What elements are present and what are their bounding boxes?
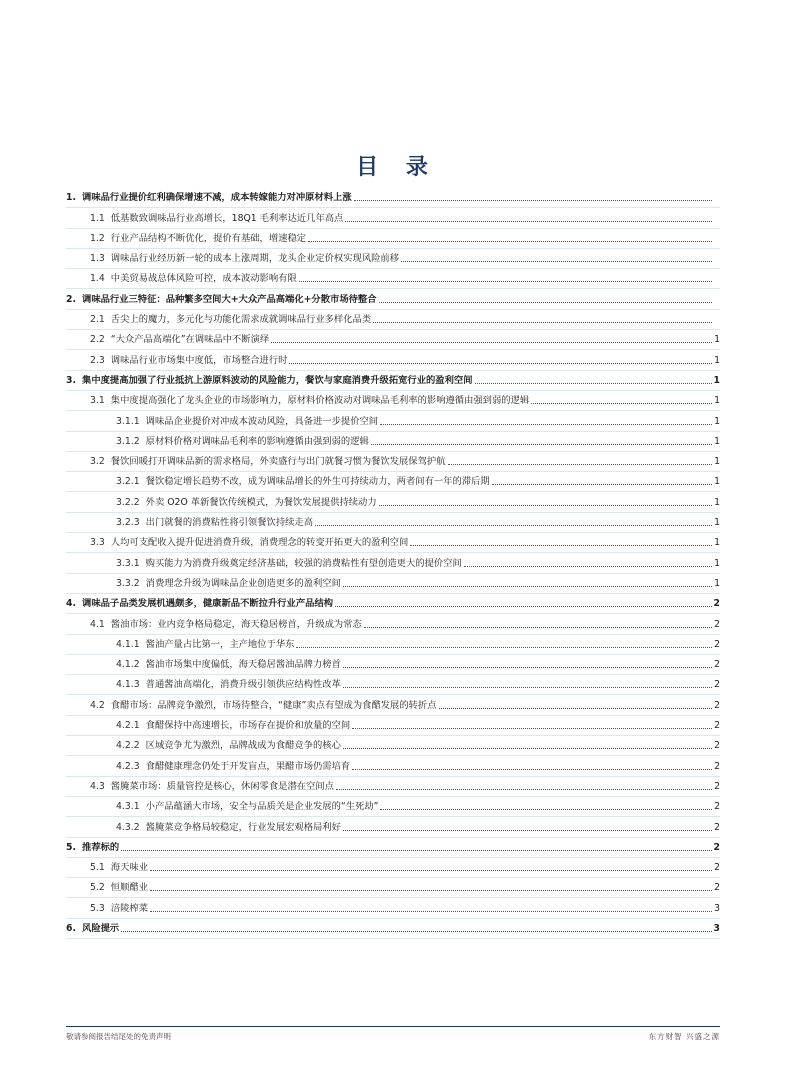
toc-entry[interactable] <box>66 350 720 370</box>
toc-entry[interactable] <box>66 736 720 756</box>
toc-entry-title: 海天味业 <box>110 862 148 874</box>
toc-entry-title: 调味品企业提价对冲成本波动风险，具备进一步提价空间 <box>145 415 379 427</box>
toc-entry-number: 5.1 <box>90 862 105 874</box>
toc-entry-page: 2 <box>714 862 720 874</box>
toc-entry-page: 1 <box>714 334 720 346</box>
toc-entry[interactable] <box>66 371 720 391</box>
toc-entry-page: 2 <box>714 882 720 894</box>
toc-entry-page: 1 <box>714 557 720 569</box>
toc-entry-number: 3.3.2 <box>116 577 140 589</box>
toc-entry-number: 4.2 <box>90 699 105 711</box>
toc-leader-dots <box>352 727 712 729</box>
toc-leader-dots <box>121 849 711 851</box>
toc-entry[interactable] <box>66 249 720 269</box>
toc-entry[interactable] <box>66 797 720 817</box>
toc-entry-page: 1 <box>714 537 720 549</box>
toc-entry-number: 4.2.2 <box>116 740 140 752</box>
footer-divider <box>66 1026 720 1027</box>
toc-entry[interactable] <box>66 675 720 695</box>
toc-entry-title: 调味品子品类发展机遇颇多，健康新品不断拉升行业产品结构 <box>82 598 334 610</box>
toc-entry-title: 低基数致调味品行业高增长，18Q1 毛利率达近几年高点 <box>110 212 344 224</box>
toc-leader-dots <box>379 504 712 506</box>
toc-entry-number: 4.2.3 <box>116 760 140 772</box>
toc-leader-dots <box>464 565 712 567</box>
toc-entry[interactable] <box>66 817 720 837</box>
toc-entry[interactable] <box>66 858 720 878</box>
toc-entry-title: 酱腌菜市场：质量管控是核心，休闲零食是潜在空间点 <box>110 780 334 792</box>
toc-entry-number: 1. <box>66 192 77 204</box>
toc-leader-dots <box>354 199 712 201</box>
toc-entry-title: 外卖 O2O 革新餐饮传统模式，为餐饮发展提供持续动力 <box>145 496 377 508</box>
toc-entry-number: 4.1 <box>90 618 105 630</box>
toc-entry-page: 2 <box>714 659 720 671</box>
toc-entry[interactable] <box>66 208 720 228</box>
toc-entry[interactable] <box>66 472 720 492</box>
toc-entry-number: 2.3 <box>90 354 105 366</box>
toc-leader-dots <box>150 869 712 871</box>
toc-entry-number: 2.1 <box>90 314 105 326</box>
toc-entry-page: 2 <box>714 618 720 630</box>
toc-entry-page: 1 <box>714 456 720 468</box>
toc-entry-page: 2 <box>714 679 720 691</box>
toc-entry-page: 2 <box>714 780 720 792</box>
toc-entry-title: 中美贸易战总体风险可控，成本波动影响有限 <box>110 273 297 285</box>
toc-entry-title: 酱油产量占比第一，主产地位于华东 <box>145 638 295 650</box>
toc-entry-title: 出门就餐的消费粘性将引领餐饮持续走高 <box>145 517 314 529</box>
toc-entry-page: 2 <box>713 841 720 853</box>
toc-leader-dots <box>345 220 712 222</box>
toc-entry[interactable] <box>66 492 720 512</box>
toc-entry-number: 4.3 <box>90 780 105 792</box>
toc-leader-dots <box>271 341 712 343</box>
toc-entry[interactable] <box>66 391 720 411</box>
toc-entry-title: 推荐标的 <box>82 841 120 853</box>
toc-entry-title: 原材料价格对调味品毛利率的影响遵循由强到弱的逻辑 <box>145 435 369 447</box>
toc-entry-number: 4.1.2 <box>116 659 140 671</box>
toc-leader-dots <box>343 666 712 668</box>
toc-entry-title: 普通酱油高端化，消费升级引领供应结构性改革 <box>145 679 341 691</box>
toc-entry-page: 3 <box>713 922 720 934</box>
toc-entry-page: 2 <box>714 801 720 813</box>
toc-leader-dots <box>343 686 712 688</box>
toc-entry-title: 酱油市场集中度偏低，海天稳居酱油品牌力榜首 <box>145 659 341 671</box>
toc-entry-page: 1 <box>714 415 720 427</box>
toc-leader-dots <box>343 585 712 587</box>
toc-entry-title: 小产品蕴涵大市场，安全与品质关是企业发展的“生死劫” <box>145 801 379 813</box>
toc-leader-dots <box>492 483 712 485</box>
toc-entry-page: 2 <box>714 740 720 752</box>
toc-entry[interactable] <box>66 574 720 594</box>
toc-leader-dots <box>335 605 711 607</box>
toc-entry[interactable] <box>66 594 720 614</box>
toc-leader-dots <box>150 889 712 891</box>
page-title: 目 录 <box>356 155 438 180</box>
toc-entry-number: 5.2 <box>90 882 105 894</box>
toc-entry[interactable] <box>66 777 720 797</box>
toc-entry-number: 3.1.1 <box>116 415 140 427</box>
toc-entry-title: 区域竞争尤为激烈，品牌战成为食醋竞争的核心 <box>145 740 341 752</box>
toc-entry[interactable] <box>66 614 720 634</box>
toc-leader-dots <box>380 423 712 425</box>
toc-leader-dots <box>150 910 712 912</box>
toc-entry[interactable] <box>66 533 720 553</box>
toc-entry-title: 食醋保持中高速增长，市场存在提价和放量的空间 <box>145 720 351 732</box>
toc-leader-dots <box>439 707 712 709</box>
toc-entry-number: 4.3.2 <box>116 821 140 833</box>
toc-entry-number: 3.3.1 <box>116 557 140 569</box>
toc-entry-page: 2 <box>714 699 720 711</box>
toc-entry-number: 1.1 <box>90 212 105 224</box>
toc-entry-page: 2 <box>714 821 720 833</box>
toc-entry-page: 2 <box>713 598 720 610</box>
toc-entry-title: 餐饮稳定增长趋势不改，成为调味品增长的外生可持续动力，两者间有一年的滞后期 <box>145 476 490 488</box>
toc-entry[interactable] <box>66 898 720 918</box>
toc-entry[interactable] <box>66 553 720 573</box>
toc-entry[interactable] <box>66 269 720 289</box>
toc-entry-number: 3.2.2 <box>116 496 140 508</box>
toc-entry-page: 1 <box>713 374 720 386</box>
toc-entry-title: 食醋市场：品牌竞争激烈，市场待整合，“健康”卖点有望成为食醋发展的转折点 <box>110 699 437 711</box>
toc-leader-dots <box>343 829 712 831</box>
toc-entry-number: 3.3 <box>90 537 105 549</box>
toc-entry-number: 3.1 <box>90 395 105 407</box>
toc-entry[interactable] <box>66 635 720 655</box>
toc-entry-number: 5.3 <box>90 902 105 914</box>
toc-entry-title: 集中度提高强化了龙头企业的市场影响力，原材料价格波动对调味品毛利率的影响遵循由强到弱的逻辑 <box>110 395 530 407</box>
toc-entry-title: 涪陵榨菜 <box>110 902 148 914</box>
toc-entry-page: 2 <box>714 720 720 732</box>
toc-leader-dots <box>373 321 712 323</box>
toc-entry[interactable] <box>66 838 720 858</box>
toc-entry[interactable] <box>66 716 720 736</box>
toc-entry[interactable] <box>66 452 720 472</box>
toc-entry[interactable] <box>66 878 720 898</box>
toc-entry-number: 5. <box>66 841 77 853</box>
toc-leader-dots <box>475 382 712 384</box>
toc-entry-number: 2.2 <box>90 334 105 346</box>
toc-entry[interactable] <box>66 330 720 350</box>
toc-entry-title: 消费理念升级为调味品企业创造更多的盈利空间 <box>145 577 341 589</box>
toc-leader-dots <box>343 747 712 749</box>
toc-entry-title: 舌尖上的魔力，多元化与功能化需求成就调味品行业多样化品类 <box>110 314 372 326</box>
toc-entry[interactable] <box>66 756 720 776</box>
footer-slogan: 东方财智 兴盛之源 <box>648 1032 720 1041</box>
toc-entry[interactable] <box>66 695 720 715</box>
toc-leader-dots <box>336 788 712 790</box>
toc-entry-title: 酱油市场：业内竞争格局稳定，海天稳居榜首，升级成为常态 <box>110 618 362 630</box>
toc-leader-dots <box>364 626 712 628</box>
toc-leader-dots <box>410 544 712 546</box>
toc-entry[interactable] <box>66 513 720 533</box>
toc-leader-dots <box>299 280 712 282</box>
toc-leader-dots <box>308 240 712 242</box>
toc-entry-number: 3.2.1 <box>116 476 140 488</box>
toc-leader-dots <box>315 524 712 526</box>
toc-entry-number: 4.1.3 <box>116 679 140 691</box>
toc-leader-dots <box>531 402 712 404</box>
toc-entry-page: 2 <box>714 638 720 650</box>
toc-entry-title: “大众产品高端化”在调味品中不断演绎 <box>110 334 270 346</box>
toc-entry-title: 行业产品结构不断优化，提价有基础，增速稳定 <box>110 232 307 244</box>
toc-entry-page: 3 <box>714 902 720 914</box>
toc-entry-number: 6. <box>66 922 77 934</box>
toc-leader-dots <box>448 463 713 465</box>
toc-entry[interactable] <box>66 655 720 675</box>
toc-entry-page: 1 <box>714 395 720 407</box>
toc-entry-number: 3.1.2 <box>116 435 140 447</box>
toc-entry[interactable] <box>66 229 720 249</box>
toc-entry-page: 1 <box>714 476 720 488</box>
toc-entry[interactable] <box>66 432 720 452</box>
toc-entry-number: 1.2 <box>90 232 105 244</box>
toc-entry-page: 2 <box>714 760 720 772</box>
toc-leader-dots <box>371 443 712 445</box>
toc-leader-dots <box>380 808 712 810</box>
toc-entry-number: 4. <box>66 598 77 610</box>
toc-entry[interactable] <box>66 310 720 330</box>
toc-entry-page: 1 <box>714 517 720 529</box>
toc-entry-number: 3.2.3 <box>116 517 140 529</box>
toc-entry-page: 1 <box>714 435 720 447</box>
toc-entry-page: 1 <box>714 577 720 589</box>
toc-entry[interactable] <box>66 289 720 309</box>
toc-entry-number: 3. <box>66 374 77 386</box>
toc-entry-page: 1 <box>714 496 720 508</box>
toc-entry-number: 3.2 <box>90 456 105 468</box>
toc-leader-dots <box>296 646 712 648</box>
toc-entry-title: 人均可支配收入提升促进消费升级，消费理念的转变开拓更大的盈利空间 <box>110 537 409 549</box>
toc-entry[interactable] <box>66 188 720 208</box>
toc-entry-title: 调味品行业提价红利确保增速不减，成本转嫁能力对冲原材料上涨 <box>82 192 352 204</box>
toc-leader-dots <box>289 362 712 364</box>
toc-entry-title: 酱腌菜竞争格局较稳定，行业发展宏观格局利好 <box>145 821 341 833</box>
toc-entry-number: 4.1.1 <box>116 638 140 650</box>
toc-entry-title: 风险提示 <box>82 922 120 934</box>
toc-entry-number: 4.2.1 <box>116 720 140 732</box>
toc-entry-title: 食醋健康理念仍处于开发盲点，果醋市场仍需培育 <box>145 760 351 772</box>
toc-entry-title: 集中度提高加强了行业抵抗上游原料波动的风险能力，餐饮与家庭消费升级拓宽行业的盈利空间 <box>82 374 473 386</box>
toc-entry-page: 1 <box>714 354 720 366</box>
toc-leader-dots <box>352 768 712 770</box>
toc-entry-title: 调味品行业经历新一轮的成本上涨周期，龙头企业定价权实现风险前移 <box>110 253 400 265</box>
table-of-contents <box>66 188 720 939</box>
toc-leader-dots <box>401 260 712 262</box>
toc-entry-number: 2. <box>66 293 77 305</box>
toc-entry-title: 调味品行业三特征：品种繁多空间大+大众产品高端化+分散市场待整合 <box>82 293 377 305</box>
toc-entry-number: 1.3 <box>90 253 105 265</box>
toc-entry[interactable] <box>66 411 720 431</box>
toc-leader-dots <box>379 301 712 303</box>
toc-entry-title: 餐饮回暖打开调味品新的需求格局，外卖盛行与出门就餐习惯为餐饮发展保驾护航 <box>110 456 446 468</box>
footer-disclaimer: 敬请参阅报告结尾处的免责声明 <box>66 1032 171 1041</box>
toc-entry[interactable] <box>66 919 720 939</box>
toc-entry-number: 4.3.1 <box>116 801 140 813</box>
toc-leader-dots <box>121 930 711 932</box>
toc-entry-title: 恒顺醋业 <box>110 882 148 894</box>
toc-entry-number: 1.4 <box>90 273 105 285</box>
toc-entry-title: 购买能力为消费升级奠定经济基础，较强的消费粘性有望创造更大的提价空间 <box>145 557 462 569</box>
toc-entry-title: 调味品行业市场集中度低，市场整合进行时 <box>110 354 288 366</box>
